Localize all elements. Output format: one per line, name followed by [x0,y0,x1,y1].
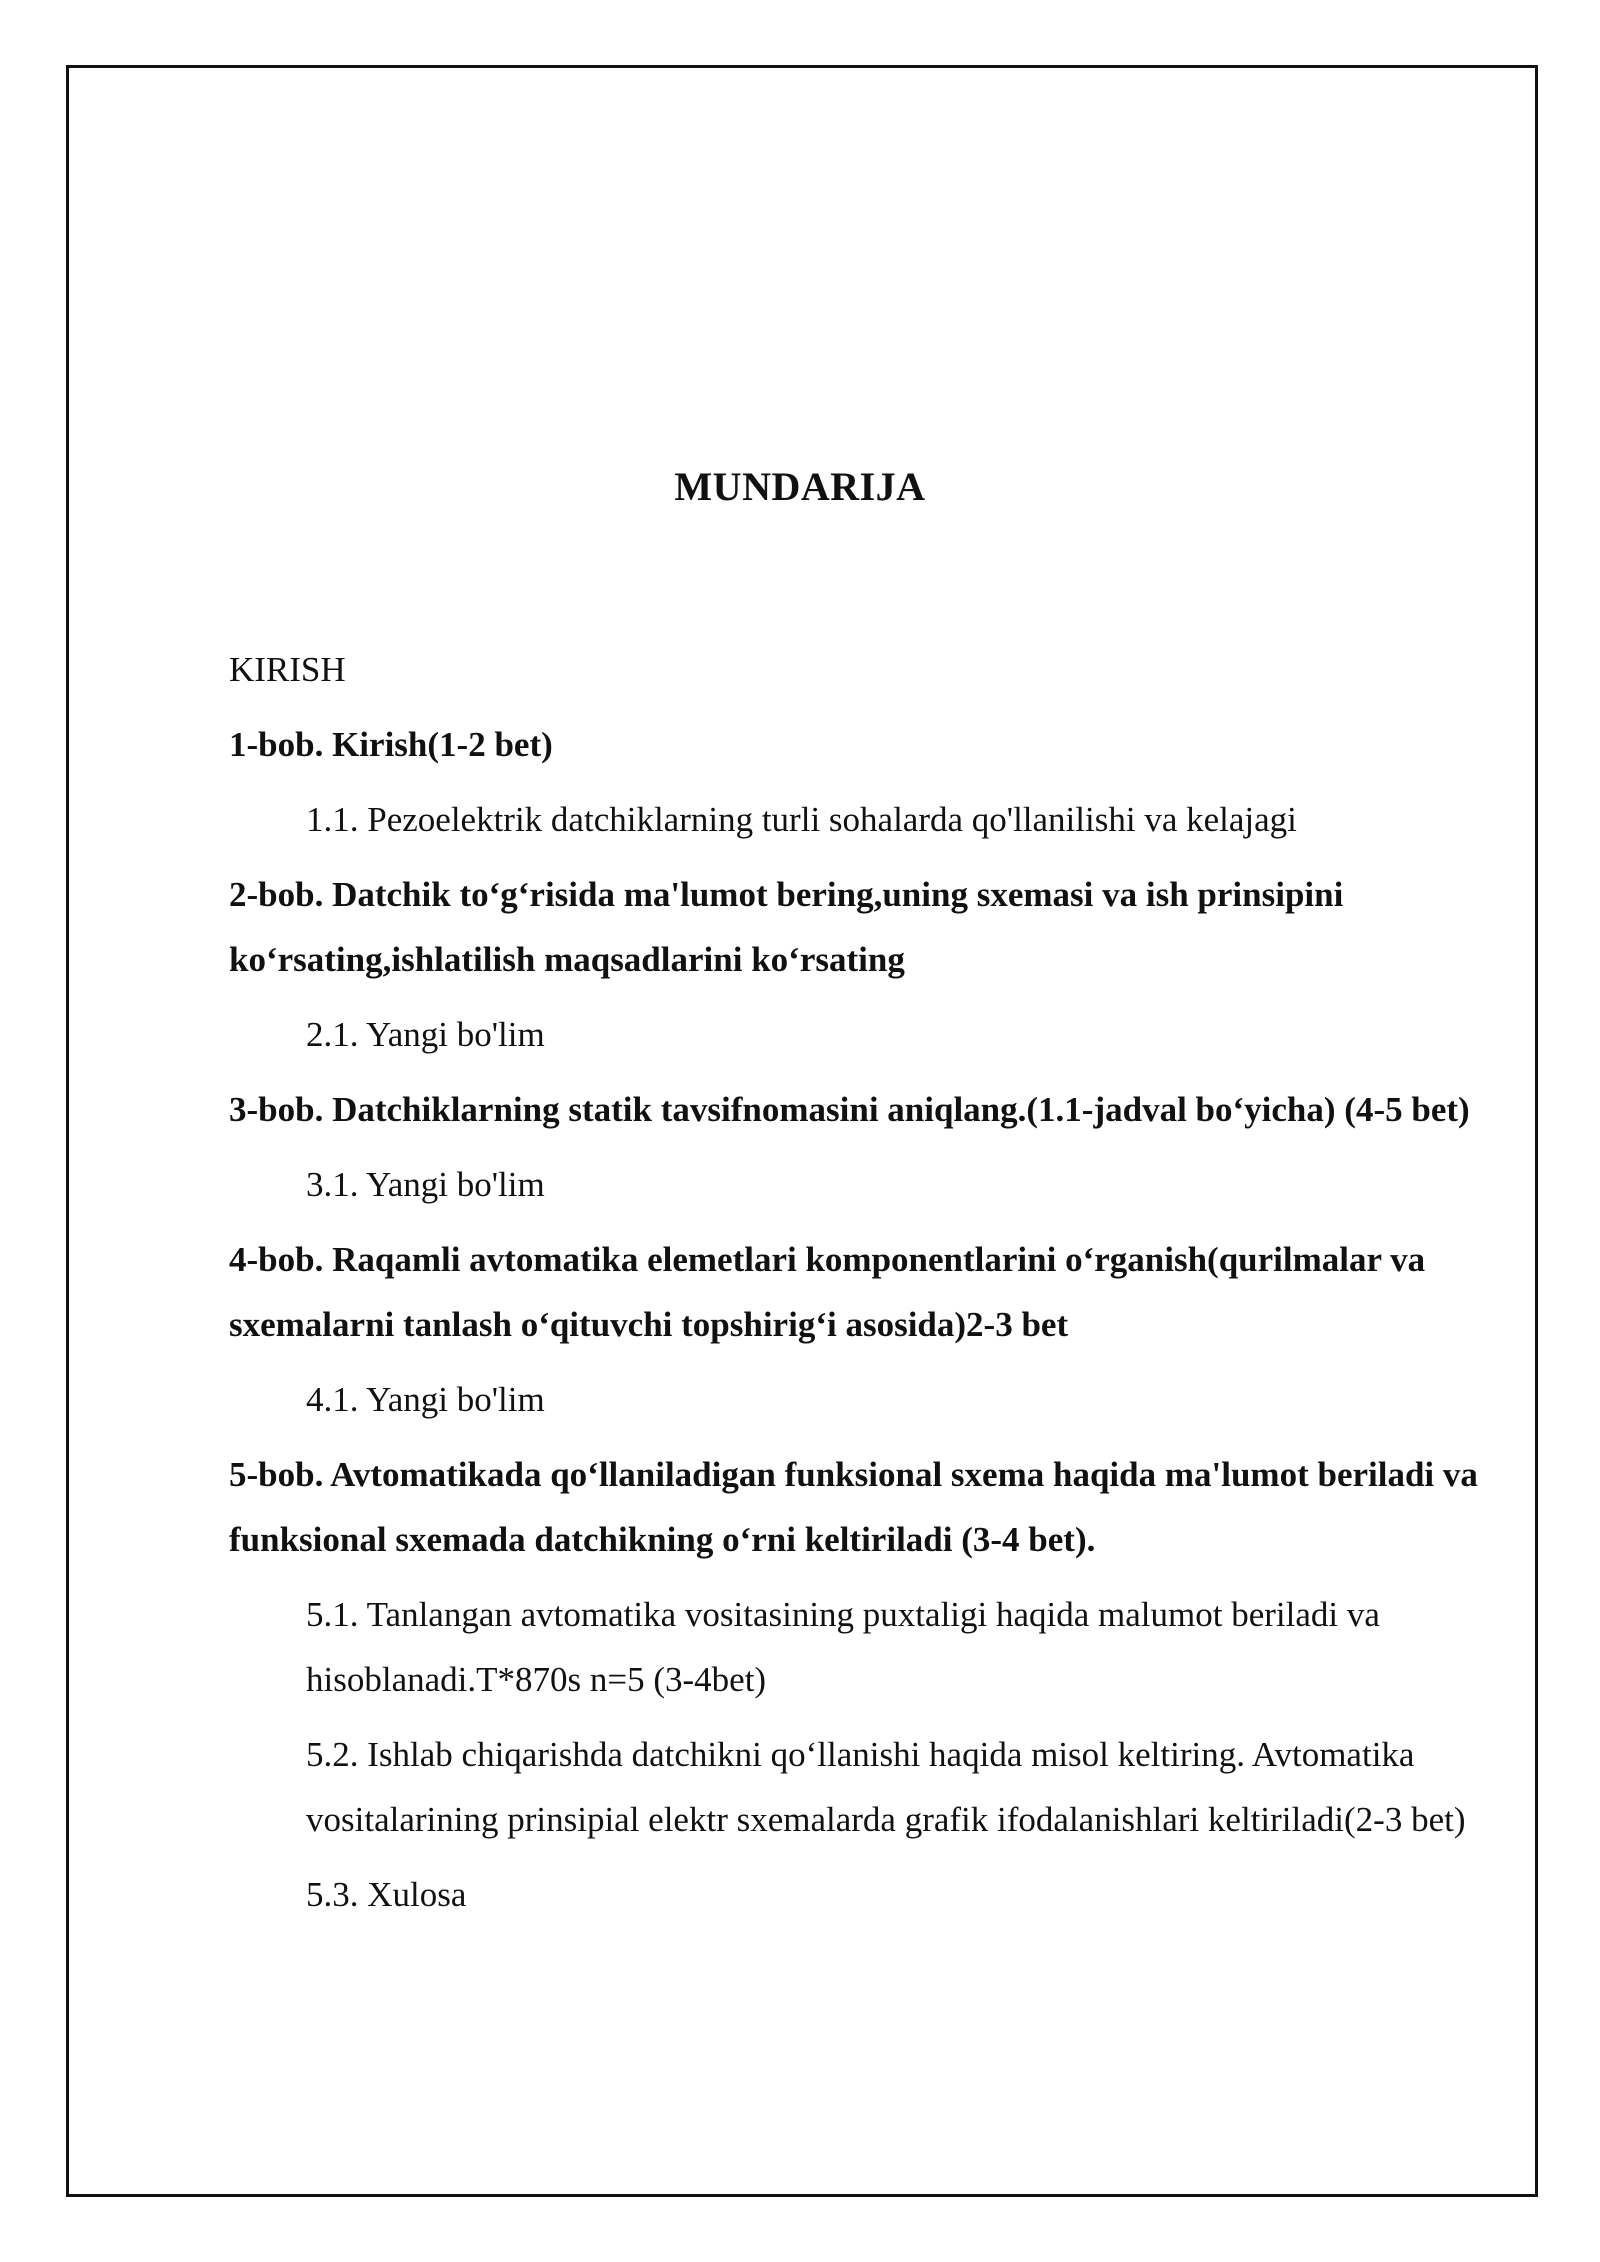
toc-section-5-3: 5.3. Xulosa [306,1875,467,1914]
toc-intro: KIRISH [229,650,346,689]
toc-section-1-1: 1.1. Pezoelektrik datchiklarning turli sohalarda qo'llanilishi va kelajagi [306,800,1297,839]
table-of-contents [229,637,1479,1937]
toc-chapter-3: 3-bob. Datchiklarning statik tavsifnomasini aniqlang.(1.1-jadval bo‘yicha) (4-5 bet) [229,1090,1470,1129]
toc-section-3-1: 3.1. Yangi bo'lim [306,1165,545,1204]
toc-section-5-2: 5.2. Ishlab chiqarishda datchikni qo‘llanishi haqida misol keltiring. Avtomatika vositalarining prinsipial elektr sxemalarda grafik ifodalanishlari keltiriladi(2-3 bet) [306,1735,1466,1839]
toc-section-2-1: 2.1. Yangi bo'lim [306,1015,545,1054]
toc-chapter-5: 5-bob. Avtomatikada qo‘llaniladigan funksional sxema haqida ma'lumot beriladi va funksional sxemada datchikning o‘rni keltiriladi (3-4 bet). [229,1455,1478,1559]
toc-chapter-2: 2-bob. Datchik to‘g‘risida ma'lumot bering,uning sxemasi va ish prinsipini ko‘rsating,ishlatilish maqsadlarini ko‘rsating [229,875,1344,979]
document-title: MUNDARIJA [674,464,926,509]
toc-section-4-1: 4.1. Yangi bo'lim [306,1380,545,1419]
toc-chapter-1: 1-bob. Kirish(1-2 bet) [229,725,553,764]
toc-section-5-1: 5.1. Tanlangan avtomatika vositasining puxtaligi haqida malumot beriladi va hisoblanadi.T*870s n=5 (3-4bet) [306,1595,1380,1699]
toc-chapter-4: 4-bob. Raqamli avtomatika elemetlari komponentlarini o‘rganish(qurilmalar va sxemalarni tanlash o‘qituvchi topshirig‘i asosida)2-3 bet [229,1240,1426,1344]
